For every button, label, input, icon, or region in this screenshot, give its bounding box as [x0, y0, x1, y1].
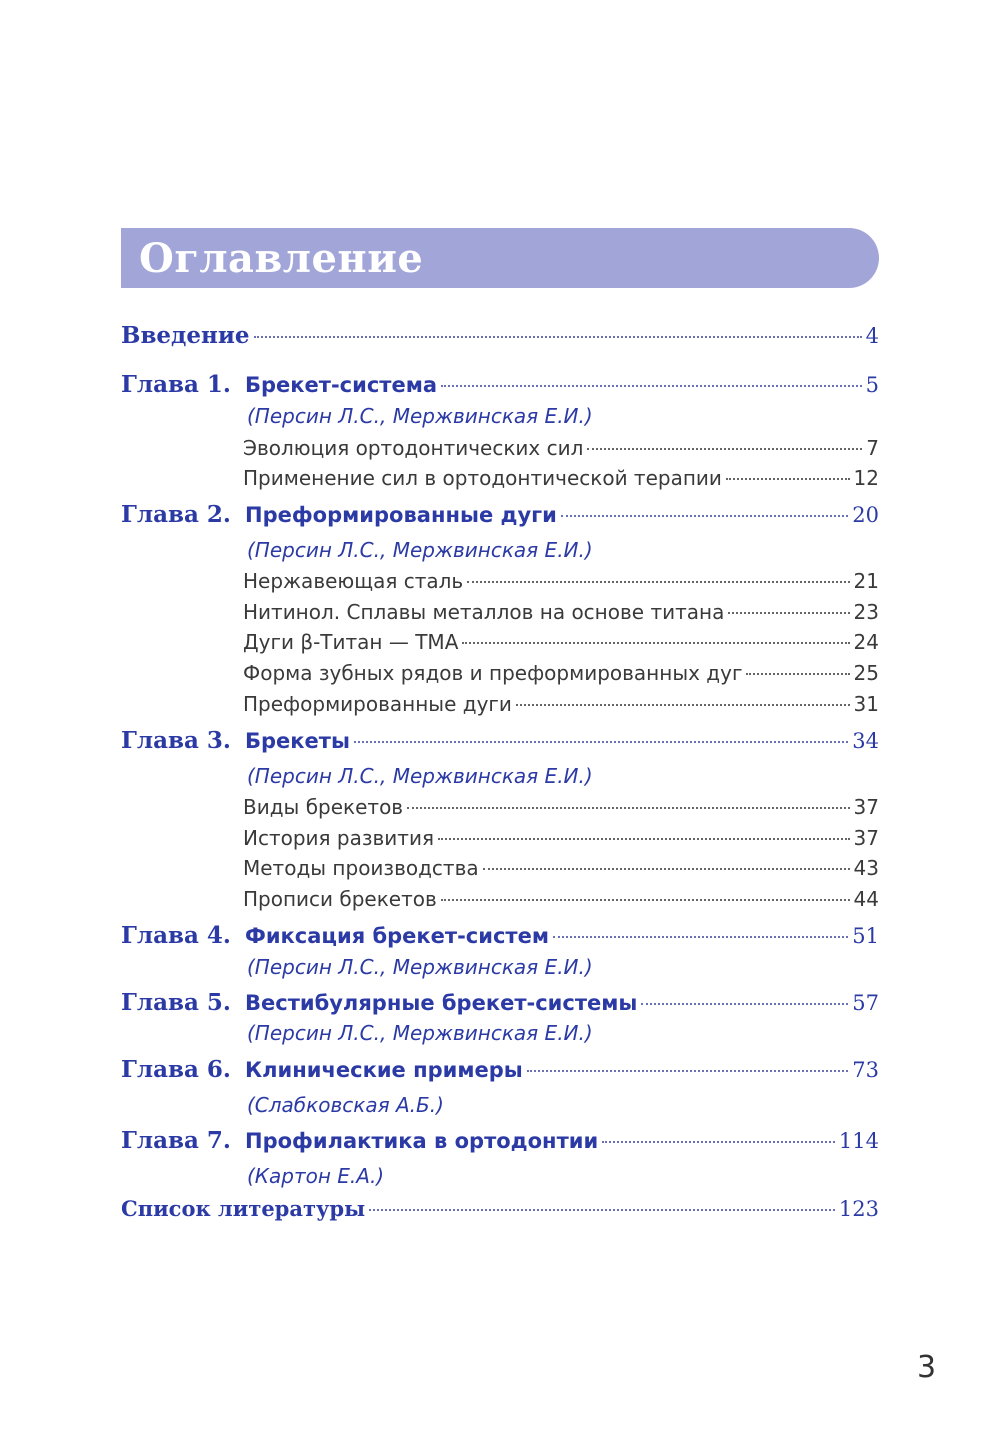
- toc-entry-intro[interactable]: [121, 322, 879, 349]
- dot-leader: [462, 642, 849, 644]
- dot-leader: [369, 1209, 835, 1211]
- dot-leader: [438, 838, 850, 840]
- toc-page-number: 7: [866, 436, 879, 460]
- toc-page-number: 25: [853, 661, 879, 685]
- toc-page-number: 31: [853, 692, 879, 716]
- toc-page-number: 5: [865, 373, 879, 397]
- dot-leader: [641, 1003, 848, 1005]
- dot-leader: [561, 515, 848, 517]
- dot-leader: [407, 807, 849, 809]
- toc-page-number: 4: [865, 324, 879, 348]
- dot-leader: [483, 868, 850, 870]
- toc-chapter-1[interactable]: [121, 371, 879, 398]
- toc-page-number: 114: [838, 1129, 879, 1153]
- chapter-title: Брекеты: [245, 729, 350, 753]
- dot-leader: [587, 448, 862, 450]
- toc-chapter-5[interactable]: [121, 989, 879, 1016]
- chapter-label: Глава 5.: [121, 989, 231, 1016]
- chapter-label: Глава 4.: [121, 922, 231, 949]
- chapter-title: Фиксация брекет-систем: [245, 924, 549, 948]
- chapter-authors: (Слабковская А.Б.): [247, 1093, 444, 1117]
- section-title: Нитинол. Сплавы металлов на основе титана: [243, 600, 725, 624]
- toc-section[interactable]: [243, 466, 879, 490]
- toc-page-number: 123: [838, 1197, 879, 1221]
- section-title: Форма зубных рядов и преформированных дуг: [243, 661, 743, 685]
- chapter-title: Преформированные дуги: [245, 503, 557, 527]
- section-title: Виды брекетов: [243, 795, 404, 819]
- dot-leader: [553, 936, 848, 938]
- section-title: Применение сил в ортодонтической терапии: [243, 466, 722, 490]
- toc-chapter-7[interactable]: [121, 1127, 879, 1154]
- section-title: Преформированные дуги: [243, 692, 512, 716]
- toc-page-number: 23: [853, 600, 879, 624]
- chapter-label: Глава 2.: [121, 501, 231, 528]
- toc-section[interactable]: [243, 887, 879, 911]
- chapter-title: Вестибулярные брекет-системы: [245, 991, 638, 1015]
- title-banner: [121, 228, 879, 288]
- dot-leader: [254, 336, 862, 338]
- toc-chapter-4[interactable]: [121, 922, 879, 949]
- dot-leader: [527, 1070, 848, 1072]
- toc-chapter-6[interactable]: [121, 1056, 879, 1083]
- dot-leader: [728, 612, 849, 614]
- page-number: 3: [917, 1350, 937, 1385]
- toc-section[interactable]: [243, 826, 879, 850]
- toc-section[interactable]: [243, 692, 879, 716]
- chapter-authors: (Персин Л.С., Мержвинская Е.И.): [247, 764, 593, 788]
- toc-section[interactable]: [243, 569, 879, 593]
- section-title: Методы производства: [243, 856, 479, 880]
- chapter-authors: (Персин Л.С., Мержвинская Е.И.): [247, 538, 593, 562]
- chapter-label: Глава 1.: [121, 371, 231, 398]
- toc-section[interactable]: [243, 661, 879, 685]
- toc-page-number: 37: [853, 795, 879, 819]
- toc-page-number: 51: [852, 924, 879, 948]
- toc-chapter-2[interactable]: [121, 501, 879, 528]
- chapter-authors: (Персин Л.С., Мержвинская Е.И.): [247, 1021, 593, 1045]
- section-title: Эволюция ортодонтических сил: [243, 436, 584, 460]
- chapter-title: Клинические примеры: [245, 1058, 523, 1082]
- toc-page-number: 20: [852, 503, 879, 527]
- chapter-label: Глава 7.: [121, 1127, 231, 1154]
- chapter-label: Глава 3.: [121, 727, 231, 754]
- chapter-authors: (Картон Е.А.): [247, 1164, 385, 1188]
- toc-entry-title: Список литературы: [121, 1196, 366, 1221]
- chapter-authors: (Персин Л.С., Мержвинская Е.И.): [247, 955, 593, 979]
- dot-leader: [726, 478, 850, 480]
- toc-page-number: 73: [852, 1058, 879, 1082]
- section-title: Прописи брекетов: [243, 887, 437, 911]
- toc-page-number: 57: [852, 991, 879, 1015]
- dot-leader: [602, 1141, 835, 1143]
- toc-section[interactable]: [243, 600, 879, 624]
- toc-page-number: 43: [853, 856, 879, 880]
- dot-leader: [354, 741, 848, 743]
- dot-leader: [441, 385, 862, 387]
- chapter-title: Профилактика в ортодонтии: [245, 1129, 599, 1153]
- toc-page-number: 21: [853, 569, 879, 593]
- section-title: Дуги β-Титан — ТМА: [243, 630, 459, 654]
- dot-leader: [516, 704, 850, 706]
- toc-section[interactable]: [243, 795, 879, 819]
- toc-page-number: 37: [853, 826, 879, 850]
- chapter-label: Глава 6.: [121, 1056, 231, 1083]
- toc-chapter-3[interactable]: [121, 727, 879, 754]
- dot-leader: [746, 673, 849, 675]
- dot-leader: [441, 899, 850, 901]
- page-title: Оглавление: [139, 235, 424, 282]
- toc-section[interactable]: [243, 630, 879, 654]
- toc-entry-title: Введение: [121, 322, 250, 349]
- toc-page-number: 24: [853, 630, 879, 654]
- chapter-authors: (Персин Л.С., Мержвинская Е.И.): [247, 404, 593, 428]
- toc-entry-references[interactable]: [121, 1196, 879, 1221]
- toc-page-number: 12: [853, 466, 879, 490]
- section-title: Нержавеющая сталь: [243, 569, 464, 593]
- toc-page-number: 44: [853, 887, 879, 911]
- toc-section[interactable]: [243, 856, 879, 880]
- section-title: История развития: [243, 826, 434, 850]
- dot-leader: [467, 581, 849, 583]
- toc-page-number: 34: [852, 729, 879, 753]
- toc-section[interactable]: [243, 436, 879, 460]
- chapter-title: Брекет-система: [245, 373, 438, 397]
